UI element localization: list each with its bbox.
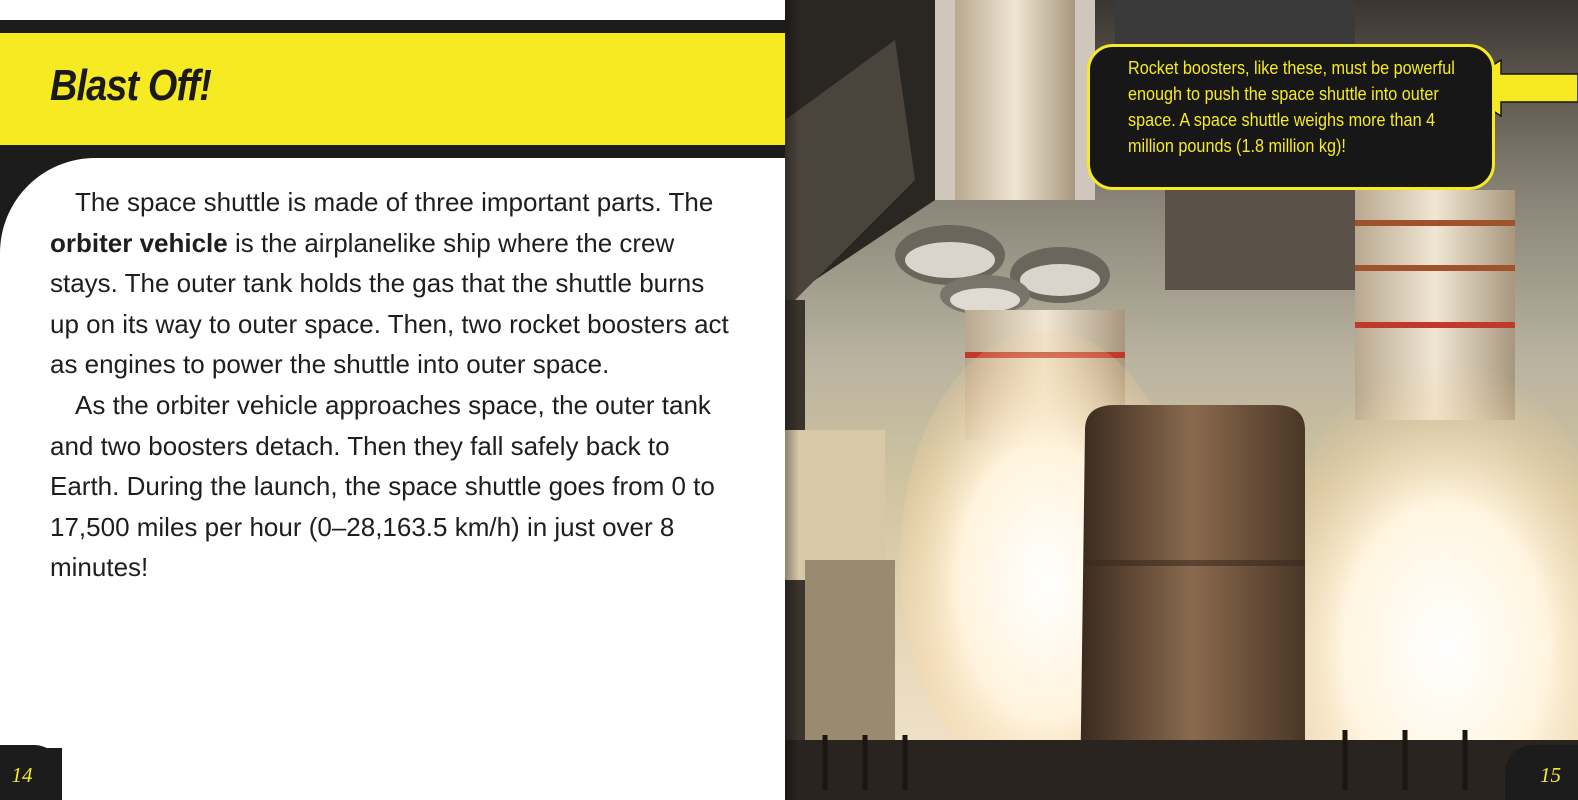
paragraph-1-start: The space shuttle is made of three important parts. The	[75, 187, 714, 217]
page-title: Blast Off!	[50, 61, 212, 110]
caption-box	[1087, 44, 1495, 190]
caption-text: Rocket boosters, like these, must be powerful enough to push the space shuttle into outer space. A space shuttle weighs more than 4 million pounds (1.8 million kg)!	[1128, 58, 1455, 156]
page-number-left: 14	[0, 745, 62, 800]
page-top-margin	[0, 0, 785, 20]
book-gutter-shadow	[785, 0, 799, 800]
paragraph-1-end: is the airplanelike ship where the crew stays. The outer tank holds the gas that the shuttle burns up on its way to outer space. Then, two rocket boosters act as engines to power the shuttle into outer space.	[50, 227, 729, 380]
bold-term-orbiter-vehicle: orbiter vehicle	[50, 227, 228, 258]
paragraph-1	[50, 182, 740, 385]
body-text	[50, 182, 740, 588]
page-number-right: 15	[1505, 745, 1578, 800]
right-page	[785, 0, 1578, 800]
left-page	[0, 0, 785, 800]
title-banner	[0, 33, 785, 145]
text-panel-bottom	[62, 740, 785, 800]
paragraph-2: As the orbiter vehicle approaches space, the outer tank and two boosters detach. Then they fall safely back to Earth. During the launch, the space shuttle goes from 0 to 17,500 miles per hour (0–28,163.5 km/h) in just over 8 minutes!	[50, 389, 715, 583]
